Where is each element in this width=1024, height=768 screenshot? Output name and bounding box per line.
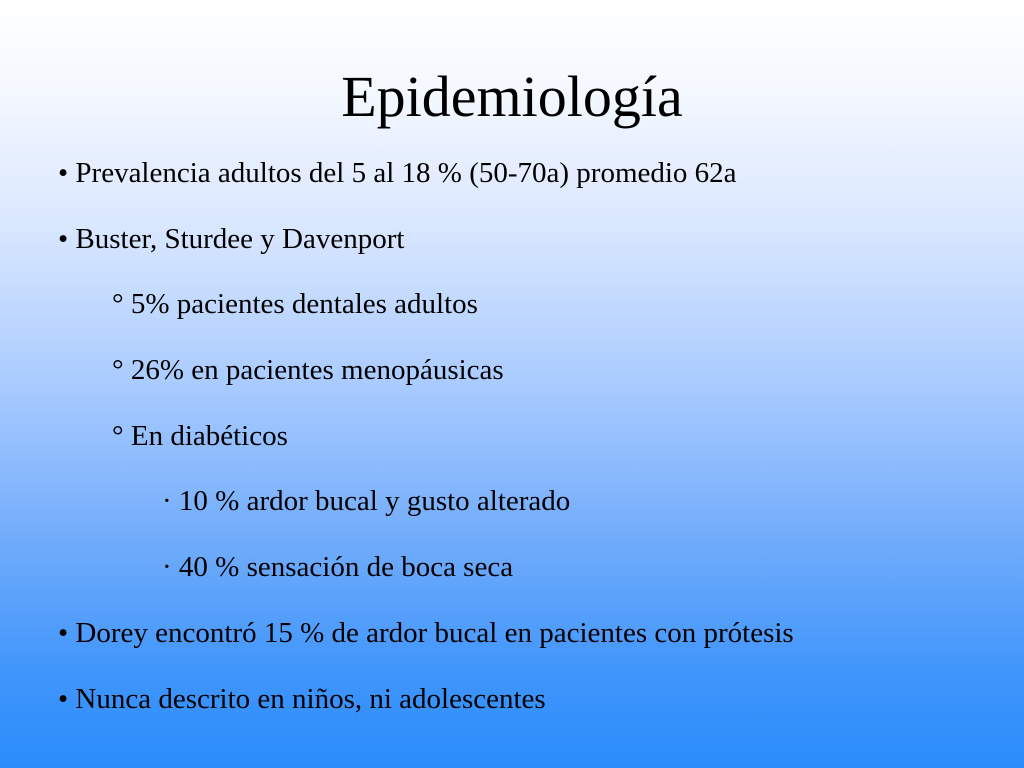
sub-bullet-item xyxy=(0,350,1024,416)
sub-bullet-marker: ° xyxy=(112,354,124,387)
bullet-marker: • xyxy=(58,682,69,715)
bullet-item xyxy=(0,613,1024,679)
bullet-list xyxy=(0,153,1024,744)
sub-bullet-text: 26% en pacientes menopáusicas xyxy=(130,354,504,387)
bullet-text: Dorey encontró 15 % de ardor bucal en pacientes con prótesis xyxy=(75,616,794,649)
bullet-item xyxy=(0,153,1024,219)
sub-sub-bullet-marker: · xyxy=(162,485,172,518)
bullet-text: Buster, Sturdee y Davenport xyxy=(75,222,405,255)
bullet-item xyxy=(0,219,1024,285)
sub-sub-bullet-text: 10 % ardor bucal y gusto alterado xyxy=(178,485,571,518)
bullet-text: Nunca descrito en niños, ni adolescentes xyxy=(75,682,546,715)
sub-bullet-marker: ° xyxy=(112,288,124,321)
sub-bullet-marker: ° xyxy=(112,419,124,452)
bullet-marker: • xyxy=(58,157,69,189)
bullet-marker: • xyxy=(58,222,69,255)
slide-title: Epidemiología xyxy=(341,64,683,129)
sub-sub-bullet-item xyxy=(0,547,1024,613)
sub-sub-bullet-text: 40 % sensación de boca seca xyxy=(178,551,514,584)
sub-bullet-text: 5% pacientes dentales adultos xyxy=(130,288,478,321)
bullet-marker: • xyxy=(58,616,69,649)
sub-bullet-text: En diabéticos xyxy=(130,419,288,452)
sub-sub-bullet-marker: · xyxy=(162,551,172,584)
sub-bullet-item xyxy=(0,284,1024,350)
bullet-text: Prevalencia adultos del 5 al 18 % (50-70a) promedio 62a xyxy=(75,157,737,189)
sub-bullet-item xyxy=(0,416,1024,482)
sub-sub-bullet-item xyxy=(0,481,1024,547)
bullet-item xyxy=(0,679,1024,745)
